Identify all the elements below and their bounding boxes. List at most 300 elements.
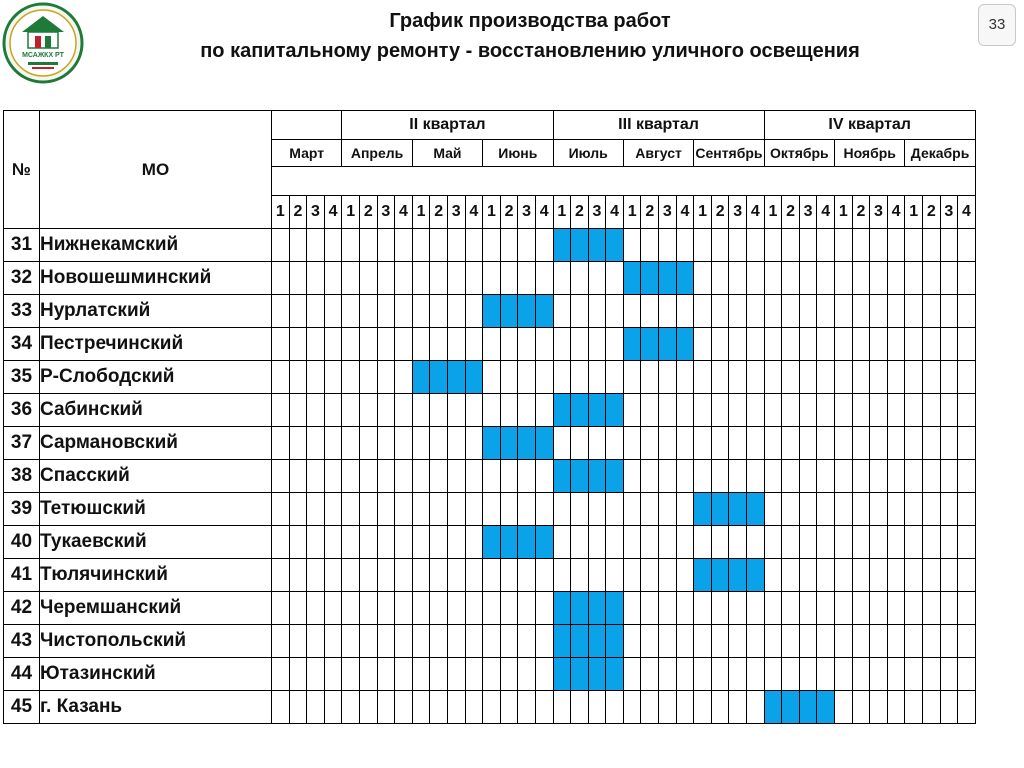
schedule-cell (483, 691, 501, 724)
schedule-cell (694, 328, 712, 361)
week-header: 3 (799, 196, 817, 229)
month-header: Август (623, 140, 693, 167)
schedule-cell-filled (676, 328, 694, 361)
schedule-cell (483, 394, 501, 427)
schedule-cell (958, 295, 976, 328)
schedule-cell (659, 295, 677, 328)
schedule-cell-filled (500, 526, 518, 559)
schedule-cell (518, 460, 536, 493)
row-municipality: Спасский (40, 460, 272, 493)
schedule-cell (342, 658, 360, 691)
schedule-cell (588, 559, 606, 592)
schedule-cell (465, 493, 483, 526)
schedule-cell (711, 526, 729, 559)
week-header: 1 (694, 196, 712, 229)
schedule-cell (430, 295, 448, 328)
schedule-cell (430, 526, 448, 559)
schedule-cell (447, 493, 465, 526)
schedule-cell (870, 559, 888, 592)
schedule-cell (905, 229, 923, 262)
week-header: 4 (958, 196, 976, 229)
week-header: 4 (535, 196, 553, 229)
schedule-cell (659, 658, 677, 691)
schedule-cell (324, 691, 342, 724)
row-municipality: Нурлатский (40, 295, 272, 328)
row-municipality: Ютазинский (40, 658, 272, 691)
schedule-cell (553, 328, 571, 361)
schedule-cell (940, 559, 958, 592)
schedule-cell (465, 328, 483, 361)
schedule-cell (817, 295, 835, 328)
schedule-cell (641, 592, 659, 625)
schedule-cell (799, 427, 817, 460)
schedule-cell (940, 493, 958, 526)
schedule-cell (694, 295, 712, 328)
schedule-cell-filled (694, 559, 712, 592)
schedule-cell (659, 526, 677, 559)
schedule-cell (289, 691, 307, 724)
schedule-cell (958, 592, 976, 625)
schedule-cell (940, 328, 958, 361)
schedule-cell (272, 295, 290, 328)
schedule-cell (553, 559, 571, 592)
schedule-cell (940, 295, 958, 328)
schedule-cell (817, 229, 835, 262)
schedule-cell (307, 592, 325, 625)
schedule-cell (395, 625, 413, 658)
table-row (4, 625, 976, 658)
schedule-cell (553, 427, 571, 460)
schedule-cell (606, 691, 624, 724)
schedule-cell (606, 295, 624, 328)
schedule-cell (359, 559, 377, 592)
schedule-cell (500, 658, 518, 691)
week-header: 4 (676, 196, 694, 229)
schedule-cell (958, 361, 976, 394)
table-row (4, 361, 976, 394)
schedule-cell (289, 658, 307, 691)
schedule-cell (870, 691, 888, 724)
schedule-cell (307, 328, 325, 361)
week-header: 4 (324, 196, 342, 229)
schedule-cell (272, 658, 290, 691)
schedule-cell (711, 328, 729, 361)
schedule-cell (359, 493, 377, 526)
schedule-cell (518, 559, 536, 592)
schedule-cell (694, 526, 712, 559)
schedule-cell (324, 658, 342, 691)
month-header: Ноябрь (835, 140, 905, 167)
schedule-cell (922, 559, 940, 592)
schedule-cell (747, 229, 765, 262)
schedule-cell (641, 691, 659, 724)
schedule-cell (747, 427, 765, 460)
schedule-cell (571, 526, 589, 559)
week-header: 3 (377, 196, 395, 229)
schedule-cell (641, 394, 659, 427)
schedule-cell (395, 526, 413, 559)
schedule-cell (659, 691, 677, 724)
week-header: 4 (887, 196, 905, 229)
schedule-cell (342, 262, 360, 295)
schedule-cell (395, 460, 413, 493)
schedule-cell (307, 295, 325, 328)
week-header: 1 (483, 196, 501, 229)
schedule-cell (817, 328, 835, 361)
schedule-cell (500, 262, 518, 295)
schedule-cell (430, 328, 448, 361)
schedule-cell (835, 592, 853, 625)
schedule-cell (852, 394, 870, 427)
schedule-cell (852, 361, 870, 394)
schedule-cell (852, 493, 870, 526)
table-row (4, 460, 976, 493)
schedule-cell (817, 262, 835, 295)
week-header: 3 (307, 196, 325, 229)
schedule-cell (447, 625, 465, 658)
schedule-cell (359, 262, 377, 295)
schedule-cell (623, 592, 641, 625)
schedule-cell (870, 658, 888, 691)
header-spacer (272, 167, 976, 196)
schedule-cell (958, 394, 976, 427)
schedule-cell (940, 229, 958, 262)
column-header-mo: МО (40, 111, 272, 229)
logo-text: МСАЖКХ РТ (22, 52, 64, 59)
schedule-cell (553, 493, 571, 526)
schedule-cell (500, 625, 518, 658)
schedule-cell (852, 328, 870, 361)
schedule-cell (447, 229, 465, 262)
row-number: 32 (4, 262, 40, 295)
schedule-cell (782, 328, 800, 361)
schedule-cell-filled (571, 592, 589, 625)
schedule-cell (342, 559, 360, 592)
schedule-cell (764, 394, 782, 427)
schedule-cell (817, 559, 835, 592)
schedule-cell (359, 526, 377, 559)
schedule-cell (782, 295, 800, 328)
schedule-cell (641, 625, 659, 658)
schedule-cell (342, 526, 360, 559)
schedule-cell (307, 229, 325, 262)
schedule-cell (641, 427, 659, 460)
month-header: Март (272, 140, 342, 167)
schedule-cell (747, 394, 765, 427)
schedule-cell (870, 592, 888, 625)
schedule-cell (817, 394, 835, 427)
schedule-cell (958, 526, 976, 559)
row-municipality: Чистопольский (40, 625, 272, 658)
schedule-cell-filled (553, 229, 571, 262)
schedule-cell (430, 229, 448, 262)
schedule-cell (870, 328, 888, 361)
week-header: 1 (412, 196, 430, 229)
schedule-cell (518, 625, 536, 658)
schedule-cell (465, 691, 483, 724)
schedule-cell (922, 262, 940, 295)
schedule-cell (307, 361, 325, 394)
schedule-cell (870, 427, 888, 460)
quarter-header: II квартал (342, 111, 553, 140)
schedule-cell (835, 460, 853, 493)
schedule-cell (623, 691, 641, 724)
schedule-cell (324, 394, 342, 427)
schedule-cell (799, 460, 817, 493)
row-municipality: Тетюшский (40, 493, 272, 526)
schedule-cell (729, 361, 747, 394)
schedule-cell-filled (588, 625, 606, 658)
schedule-cell (571, 262, 589, 295)
schedule-cell (835, 526, 853, 559)
table-row (4, 229, 976, 262)
week-header: 4 (465, 196, 483, 229)
schedule-cell (711, 691, 729, 724)
schedule-cell (571, 328, 589, 361)
schedule-cell (324, 559, 342, 592)
schedule-cell (412, 493, 430, 526)
quarter-header (272, 111, 342, 140)
schedule-cell (940, 625, 958, 658)
schedule-cell (342, 592, 360, 625)
schedule-cell (289, 625, 307, 658)
schedule-cell (324, 229, 342, 262)
schedule-cell (887, 361, 905, 394)
schedule-cell (307, 559, 325, 592)
schedule-cell (518, 658, 536, 691)
schedule-cell (694, 592, 712, 625)
schedule-cell (711, 625, 729, 658)
schedule-cell (659, 460, 677, 493)
schedule-cell (870, 262, 888, 295)
schedule-cell-filled (623, 262, 641, 295)
schedule-cell (764, 460, 782, 493)
schedule-cell (852, 229, 870, 262)
schedule-cell (518, 328, 536, 361)
week-header: 3 (447, 196, 465, 229)
schedule-cell (377, 592, 395, 625)
schedule-cell (922, 427, 940, 460)
week-header: 2 (359, 196, 377, 229)
week-header: 1 (342, 196, 360, 229)
schedule-cell (782, 460, 800, 493)
schedule-cell (799, 658, 817, 691)
schedule-cell (412, 460, 430, 493)
schedule-cell (694, 460, 712, 493)
schedule-cell (659, 361, 677, 394)
schedule-cell (623, 559, 641, 592)
schedule-cell (359, 592, 377, 625)
schedule-cell (852, 526, 870, 559)
schedule-table (3, 110, 976, 724)
schedule-cell (483, 592, 501, 625)
schedule-cell (518, 394, 536, 427)
schedule-cell (676, 295, 694, 328)
schedule-cell (922, 493, 940, 526)
row-number: 45 (4, 691, 40, 724)
row-number: 43 (4, 625, 40, 658)
schedule-cell (483, 229, 501, 262)
schedule-cell-filled (518, 427, 536, 460)
schedule-cell (465, 394, 483, 427)
schedule-cell (500, 229, 518, 262)
schedule-cell (447, 592, 465, 625)
schedule-cell (307, 691, 325, 724)
schedule-cell (395, 691, 413, 724)
schedule-cell (940, 262, 958, 295)
row-number: 33 (4, 295, 40, 328)
quarter-header-row (4, 111, 976, 140)
schedule-cell (922, 592, 940, 625)
schedule-cell (764, 559, 782, 592)
schedule-cell (430, 691, 448, 724)
schedule-cell (465, 625, 483, 658)
schedule-cell (623, 394, 641, 427)
schedule-cell (641, 559, 659, 592)
schedule-cell (395, 361, 413, 394)
schedule-cell (272, 394, 290, 427)
week-header: 4 (747, 196, 765, 229)
schedule-cell (430, 625, 448, 658)
schedule-cell (623, 427, 641, 460)
schedule-cell (623, 229, 641, 262)
schedule-cell (359, 328, 377, 361)
schedule-cell (430, 658, 448, 691)
schedule-cell (764, 295, 782, 328)
schedule-cell (483, 361, 501, 394)
schedule-cell (764, 427, 782, 460)
month-header: Май (412, 140, 482, 167)
schedule-cell-filled (571, 394, 589, 427)
schedule-cell (447, 427, 465, 460)
schedule-cell (729, 427, 747, 460)
schedule-cell (307, 262, 325, 295)
schedule-cell-filled (641, 328, 659, 361)
schedule-cell (940, 361, 958, 394)
schedule-cell (870, 361, 888, 394)
schedule-cell (395, 262, 413, 295)
schedule-cell (958, 559, 976, 592)
schedule-cell (641, 361, 659, 394)
schedule-cell (922, 361, 940, 394)
schedule-cell (377, 526, 395, 559)
schedule-cell-filled (588, 592, 606, 625)
schedule-cell (887, 559, 905, 592)
schedule-cell (782, 625, 800, 658)
schedule-cell (958, 262, 976, 295)
schedule-cell (324, 460, 342, 493)
schedule-cell (483, 625, 501, 658)
schedule-cell (465, 262, 483, 295)
schedule-cell (747, 592, 765, 625)
schedule-cell (887, 526, 905, 559)
schedule-cell (588, 691, 606, 724)
schedule-cell (729, 295, 747, 328)
week-header: 2 (711, 196, 729, 229)
row-number: 41 (4, 559, 40, 592)
schedule-cell-filled (535, 427, 553, 460)
schedule-cell (852, 559, 870, 592)
schedule-cell-filled (500, 295, 518, 328)
schedule-cell (535, 691, 553, 724)
schedule-cell (289, 427, 307, 460)
schedule-cell-filled (606, 592, 624, 625)
schedule-cell (289, 592, 307, 625)
schedule-cell (377, 361, 395, 394)
schedule-cell (324, 328, 342, 361)
week-header: 4 (395, 196, 413, 229)
schedule-cell (447, 295, 465, 328)
schedule-cell (535, 592, 553, 625)
schedule-cell (377, 658, 395, 691)
table-row (4, 328, 976, 361)
schedule-cell-filled (606, 229, 624, 262)
schedule-cell (588, 427, 606, 460)
schedule-cell (588, 295, 606, 328)
week-header: 1 (905, 196, 923, 229)
row-municipality: Тукаевский (40, 526, 272, 559)
schedule-cell (711, 361, 729, 394)
schedule-cell (412, 691, 430, 724)
schedule-cell (958, 658, 976, 691)
schedule-cell (764, 361, 782, 394)
schedule-cell (588, 526, 606, 559)
schedule-cell (852, 625, 870, 658)
schedule-cell (747, 361, 765, 394)
schedule-cell (500, 559, 518, 592)
schedule-cell (518, 229, 536, 262)
schedule-cell (694, 658, 712, 691)
schedule-cell (940, 460, 958, 493)
schedule-cell (905, 625, 923, 658)
schedule-cell (887, 625, 905, 658)
schedule-cell (694, 262, 712, 295)
schedule-cell (782, 526, 800, 559)
schedule-cell (870, 460, 888, 493)
schedule-cell (342, 460, 360, 493)
week-header: 3 (518, 196, 536, 229)
schedule-cell (377, 262, 395, 295)
schedule-cell (887, 295, 905, 328)
schedule-cell-filled (588, 658, 606, 691)
schedule-cell (412, 658, 430, 691)
schedule-cell (272, 592, 290, 625)
schedule-cell (342, 229, 360, 262)
schedule-cell (465, 427, 483, 460)
column-header-number: № (4, 111, 40, 229)
schedule-cell (342, 493, 360, 526)
table-row (4, 295, 976, 328)
schedule-cell (659, 394, 677, 427)
schedule-cell (412, 229, 430, 262)
schedule-cell (835, 328, 853, 361)
schedule-cell (412, 559, 430, 592)
schedule-cell (729, 526, 747, 559)
schedule-cell (412, 328, 430, 361)
table-row (4, 526, 976, 559)
schedule-cell (588, 262, 606, 295)
schedule-cell (500, 361, 518, 394)
schedule-cell (835, 394, 853, 427)
schedule-cell (430, 493, 448, 526)
schedule-cell (500, 592, 518, 625)
schedule-cell (289, 262, 307, 295)
schedule-cell (518, 493, 536, 526)
row-municipality: г. Казань (40, 691, 272, 724)
row-number: 34 (4, 328, 40, 361)
row-municipality: Новошешминский (40, 262, 272, 295)
schedule-cell (782, 262, 800, 295)
